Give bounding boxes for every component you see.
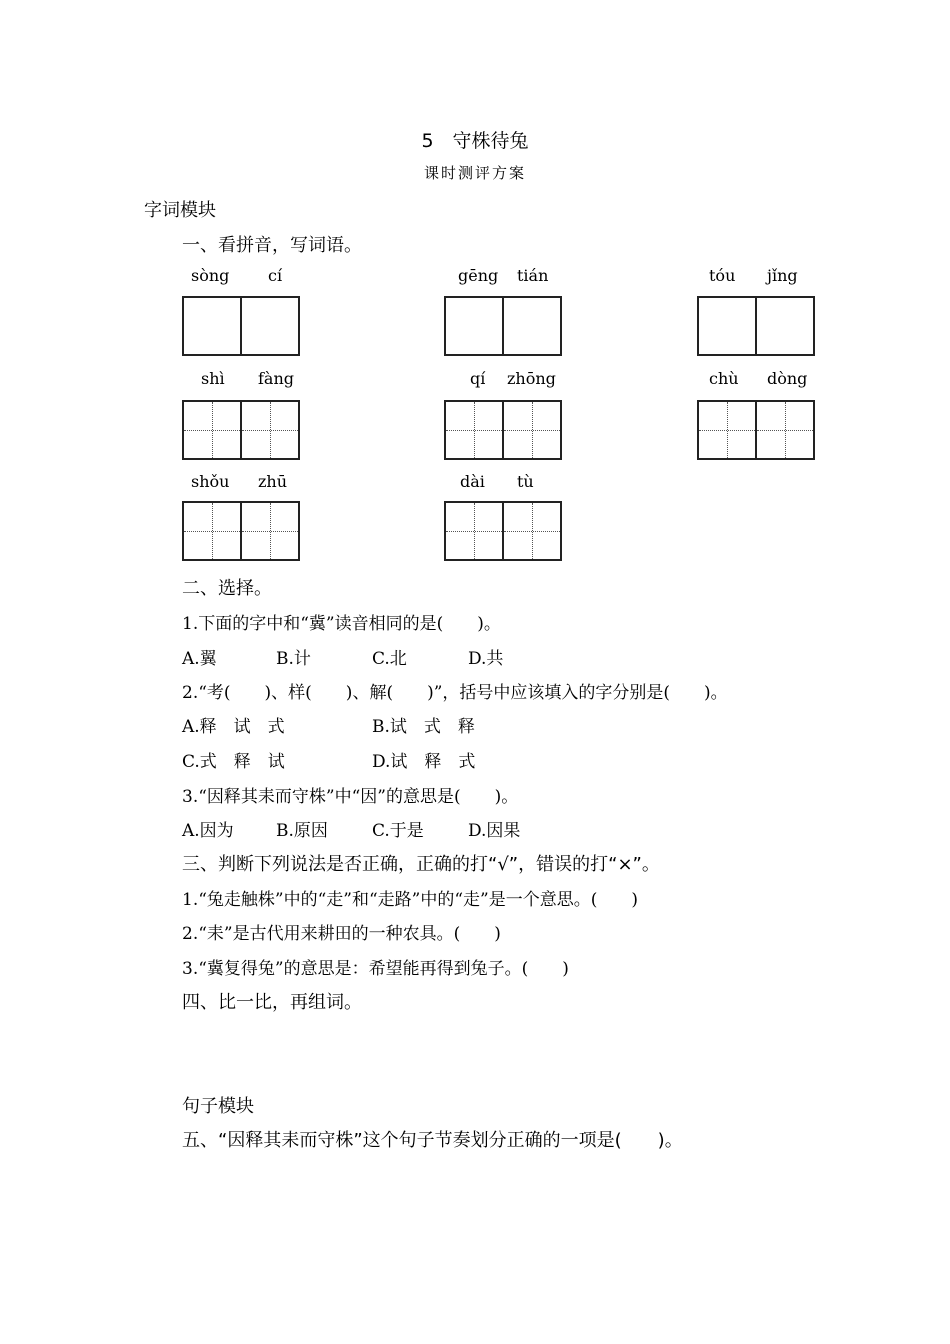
answer-box-pair[interactable] bbox=[182, 400, 302, 460]
q5-heading: 五、“因释其耒而守株”这个句子节奏划分正确的一项是( )。 bbox=[182, 1130, 683, 1151]
pinyin: tù bbox=[517, 472, 534, 491]
q3-statement-1: 1.“兔走触株”中的“走”和“走路”中的“走”是一个意思。( ) bbox=[182, 890, 639, 910]
q2-question-2: 2.“考( )、样( )、解( )”，括号中应该填入的字分别是( )。 bbox=[182, 683, 728, 703]
option[interactable]: A.释 试 式 bbox=[182, 717, 285, 737]
pinyin: chù bbox=[709, 369, 739, 388]
option[interactable]: A.因为 bbox=[182, 821, 234, 841]
answer-cell[interactable] bbox=[240, 296, 300, 356]
module-heading-sentences: 句子模块 bbox=[182, 1096, 254, 1117]
page-title: 5 守株待兔 bbox=[421, 130, 529, 152]
pinyin: shì bbox=[201, 369, 225, 388]
answer-box-pair[interactable] bbox=[182, 296, 302, 356]
answer-cell[interactable] bbox=[502, 501, 562, 561]
option[interactable]: D.试 释 式 bbox=[372, 752, 476, 772]
pinyin: dòng bbox=[767, 369, 808, 388]
answer-box-pair[interactable] bbox=[182, 501, 302, 561]
answer-cell[interactable] bbox=[755, 400, 815, 460]
pinyin: gēng bbox=[458, 266, 499, 285]
pinyin: zhōng bbox=[507, 369, 556, 388]
q3-statement-3: 3.“冀复得兔”的意思是：希望能再得到兔子。( ) bbox=[182, 959, 569, 979]
answer-cell[interactable] bbox=[444, 400, 504, 460]
answer-cell[interactable] bbox=[240, 501, 300, 561]
answer-cell[interactable] bbox=[697, 296, 757, 356]
q4-heading: 四、比一比，再组词。 bbox=[182, 992, 362, 1013]
option[interactable]: D.共 bbox=[468, 649, 504, 669]
pinyin: fàng bbox=[258, 369, 295, 388]
answer-cell[interactable] bbox=[444, 296, 504, 356]
option[interactable]: C.于是 bbox=[372, 821, 424, 841]
answer-cell[interactable] bbox=[182, 501, 242, 561]
option[interactable]: C.北 bbox=[372, 649, 407, 669]
answer-cell[interactable] bbox=[240, 400, 300, 460]
option[interactable]: B.计 bbox=[276, 649, 311, 669]
pinyin: dài bbox=[460, 472, 485, 491]
pinyin: cí bbox=[268, 266, 283, 285]
q2-question-3: 3.“因释其耒而守株”中“因”的意思是( )。 bbox=[182, 787, 519, 807]
pinyin: shǒu bbox=[191, 472, 230, 491]
q2-heading: 二、选择。 bbox=[182, 578, 272, 599]
answer-box-pair[interactable] bbox=[444, 501, 564, 561]
answer-cell[interactable] bbox=[755, 296, 815, 356]
option[interactable]: B.原因 bbox=[276, 821, 328, 841]
pinyin: qí bbox=[470, 369, 486, 388]
module-heading-words: 字词模块 bbox=[144, 200, 216, 221]
answer-cell[interactable] bbox=[697, 400, 757, 460]
answer-box-pair[interactable] bbox=[697, 296, 817, 356]
pinyin: sòng bbox=[191, 266, 230, 285]
answer-cell[interactable] bbox=[502, 296, 562, 356]
answer-box-pair[interactable] bbox=[697, 400, 817, 460]
answer-cell[interactable] bbox=[444, 501, 504, 561]
answer-cell[interactable] bbox=[182, 400, 242, 460]
pinyin: jǐng bbox=[767, 266, 798, 285]
option[interactable]: C.式 释 试 bbox=[182, 752, 285, 772]
q3-heading: 三、判断下列说法是否正确，正确的打“√”，错误的打“×”。 bbox=[182, 854, 660, 875]
pinyin: zhū bbox=[258, 472, 288, 491]
answer-cell[interactable] bbox=[502, 400, 562, 460]
q1-heading: 一、看拼音，写词语。 bbox=[182, 235, 362, 256]
q2-question-1: 1.下面的字中和“冀”读音相同的是( )。 bbox=[182, 614, 501, 634]
answer-cell[interactable] bbox=[182, 296, 242, 356]
answer-box-pair[interactable] bbox=[444, 296, 564, 356]
pinyin: tóu bbox=[709, 266, 736, 285]
answer-box-pair[interactable] bbox=[444, 400, 564, 460]
option[interactable]: D.因果 bbox=[468, 821, 521, 841]
q3-statement-2: 2.“耒”是古代用来耕田的一种农具。( ) bbox=[182, 924, 501, 944]
page-subtitle: 课时测评方案 bbox=[423, 164, 526, 182]
option[interactable]: A.翼 bbox=[182, 649, 217, 669]
option[interactable]: B.试 式 释 bbox=[372, 717, 475, 737]
pinyin: tián bbox=[517, 266, 549, 285]
